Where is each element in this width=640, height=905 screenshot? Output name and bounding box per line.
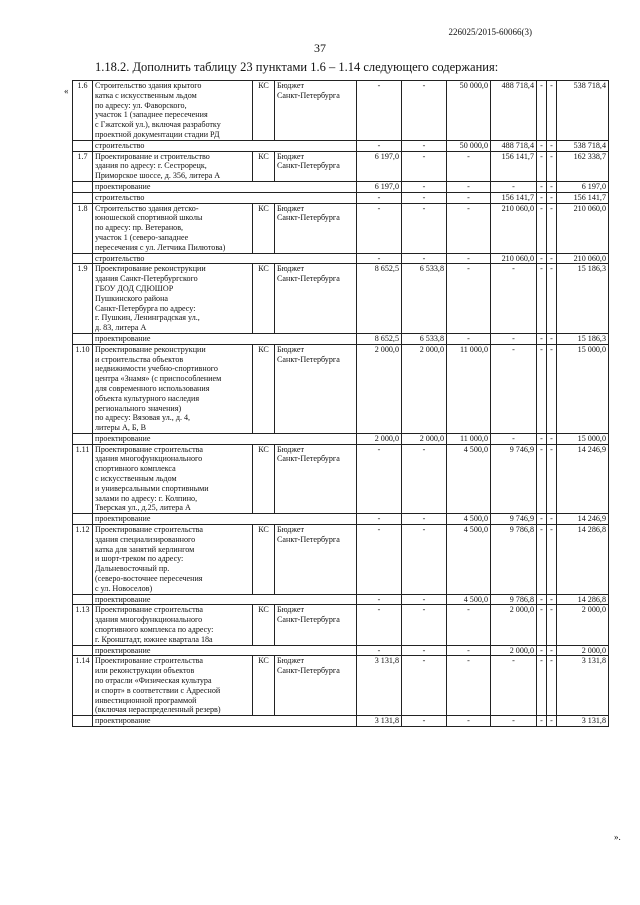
value-cell: 4 500,0 [447,444,491,514]
subrow-value-cell: - [357,514,402,525]
subrow-value-cell: - [402,253,447,264]
funding-source-line: Санкт-Петербурга [277,90,340,100]
description-line: для современного использования [95,383,210,393]
opening-quote-mark: « [64,86,69,96]
subrow-value-cell: 156 141,7 [557,192,609,203]
funding-source-line: Санкт-Петербурга [277,161,340,171]
document-number: 226025/2015-60066(3) [448,27,532,37]
type-cell: КС [253,656,275,716]
subrow-value-cell: - [547,333,557,344]
subrow-value-cell: 156 141,7 [491,192,537,203]
value-cell: 538 718,4 [557,81,609,141]
description-line: или реконструкции объектов [95,666,195,676]
description-line: и строительства объектов [95,354,184,364]
subrow-value-cell: - [447,716,491,727]
description-line: г. Пушкин, Ленинградская ул., [95,313,200,323]
description-line: залами по адресу: г. Колпино, [95,493,198,503]
item-description-cell [93,264,253,334]
funding-source-line: Бюджет [277,151,305,161]
value-cell: - [402,605,447,645]
subrow-label-cell: проектирование [93,181,357,192]
value-cell: 15 186,3 [557,264,609,334]
type-cell: КС [253,605,275,645]
subrow-label-cell: строительство [93,253,357,264]
table-subrow [73,645,609,656]
item-description-cell [93,525,253,595]
subrow-value-cell: - [537,645,547,656]
table-row [73,151,609,181]
value-cell: 162 338,7 [557,151,609,181]
description-line: спортивного комплекса по адресу: [95,625,214,635]
value-cell: - [547,81,557,141]
value-cell: - [537,264,547,334]
table-subrow [73,433,609,444]
description-line: Пушкинского района [95,293,169,303]
subrow-spacer-cell [73,253,93,264]
description-line: с ул. Новоселов) [95,583,153,593]
subrow-value-cell: - [491,181,537,192]
item-number-cell: 1.8 [73,203,93,253]
subrow-value-cell: - [547,645,557,656]
subrow-value-cell: 6 533,8 [402,333,447,344]
description-line: ГБОУ ДОД СДЮШОР [95,283,174,293]
funding-source-line: Санкт-Петербурга [277,534,340,544]
description-line: катка для занятий керлингом [95,544,195,554]
description-line: Проектирование строительства [95,656,203,666]
description-line: пересечения с ул. Летчика Пилютова) [95,242,226,252]
subrow-value-cell: 9 746,9 [491,514,537,525]
funding-source-cell [275,81,357,141]
funding-source-line: Санкт-Петербурга [277,454,340,464]
amendment-table [72,80,609,727]
value-cell: - [537,151,547,181]
value-cell: - [547,151,557,181]
subrow-label-cell: строительство [93,140,357,151]
subrow-value-cell: - [537,192,547,203]
subrow-spacer-cell [73,433,93,444]
funding-source-line: Бюджет [277,525,305,535]
value-cell: - [547,656,557,716]
subrow-value-cell: - [402,716,447,727]
table-subrow [73,192,609,203]
description-line: по адресу: пр. Ветеранов, [95,223,184,233]
subrow-value-cell: 2 000,0 [491,645,537,656]
table-body [73,81,609,727]
type-cell: КС [253,264,275,334]
table-subrow [73,716,609,727]
table-subrow [73,181,609,192]
subrow-value-cell: - [491,433,537,444]
subrow-value-cell: - [537,140,547,151]
funding-source-line: Санкт-Петербурга [277,615,340,625]
description-line: участок 1 (северо-западнее [95,232,189,242]
description-line: г. Кронштадт, южнее квартала 18а [95,634,213,644]
description-line: Проектирование реконструкции [95,344,206,354]
funding-source-line: Бюджет [277,444,305,454]
value-cell: - [547,203,557,253]
value-cell: 2 000,0 [402,344,447,433]
subrow-label-cell: проектирование [93,433,357,444]
item-description-cell [93,344,253,433]
subrow-value-cell: 2 000,0 [357,433,402,444]
item-number-cell: 1.10 [73,344,93,433]
table-subrow [73,253,609,264]
value-cell: 2 000,0 [491,605,537,645]
value-cell: - [447,264,491,334]
funding-source-cell [275,344,357,433]
section-heading: 1.18.2. Дополнить таблицу 23 пунктами 1.6 – 1.14 следующего содержания: [95,60,499,74]
subrow-value-cell: - [547,433,557,444]
description-line: Проектирование строительства [95,525,203,535]
subrow-value-cell: 15 186,3 [557,333,609,344]
funding-source-line: Бюджет [277,605,305,615]
description-line: инвестиционной программой [95,695,197,705]
subrow-value-cell: - [547,181,557,192]
table-row [73,444,609,514]
description-line: катка с искусственным льдом [95,90,197,100]
description-line: и универсальными спортивными [95,483,209,493]
value-cell: 6 533,8 [402,264,447,334]
value-cell: - [447,151,491,181]
value-cell: - [547,525,557,595]
item-description-cell [93,656,253,716]
value-cell: 9 786,8 [491,525,537,595]
value-cell: 15 000,0 [557,344,609,433]
type-cell: КС [253,444,275,514]
description-line: здания многофункционального [95,615,203,625]
value-cell: - [547,344,557,433]
description-line: (северо-восточнее пересечения [95,574,203,584]
subrow-value-cell: - [537,514,547,525]
funding-source-line: Бюджет [277,203,305,213]
subrow-spacer-cell [73,140,93,151]
value-cell: 11 000,0 [447,344,491,433]
subrow-value-cell: - [537,716,547,727]
funding-source-line: Санкт-Петербурга [277,354,340,364]
value-cell: 156 141,7 [491,151,537,181]
value-cell: - [357,605,402,645]
subrow-value-cell: - [357,140,402,151]
subrow-spacer-cell [73,333,93,344]
description-line: Проектирование реконструкции [95,264,206,274]
funding-source-line: Санкт-Петербурга [277,274,340,284]
subrow-value-cell: - [447,253,491,264]
subrow-value-cell: 6 197,0 [557,181,609,192]
description-line: регионального значения) [95,403,182,413]
subrow-value-cell: 488 718,4 [491,140,537,151]
funding-source-line: Бюджет [277,344,305,354]
value-cell: - [402,444,447,514]
item-description-cell [93,444,253,514]
description-line: по отрасли «Физическая культура [95,676,212,686]
subrow-value-cell: 4 500,0 [447,514,491,525]
subrow-value-cell: 210 060,0 [491,253,537,264]
table-subrow [73,594,609,605]
value-cell: - [537,656,547,716]
subrow-label-cell: проектирование [93,333,357,344]
subrow-value-cell: - [547,514,557,525]
value-cell: 14 246,9 [557,444,609,514]
subrow-value-cell: - [402,192,447,203]
value-cell: - [402,151,447,181]
item-number-cell: 1.13 [73,605,93,645]
subrow-value-cell: - [537,253,547,264]
subrow-value-cell: - [357,594,402,605]
subrow-value-cell: 9 786,8 [491,594,537,605]
funding-source-line: Санкт-Петербурга [277,666,340,676]
subrow-value-cell: - [447,645,491,656]
description-line: здания по адресу: г. Сестрорецк, [95,161,207,171]
table-row [73,605,609,645]
subrow-value-cell: - [537,594,547,605]
description-line: здания специализированного [95,534,196,544]
description-line: здания Санкт-Петербургского [95,274,198,284]
subrow-value-cell: 14 246,9 [557,514,609,525]
type-cell: КС [253,203,275,253]
item-number-cell: 1.9 [73,264,93,334]
value-cell: - [357,444,402,514]
subrow-value-cell: 2 000,0 [557,645,609,656]
value-cell: 2 000,0 [357,344,402,433]
funding-source-cell [275,656,357,716]
subrow-value-cell: - [537,181,547,192]
subrow-value-cell: - [547,253,557,264]
value-cell: - [547,444,557,514]
subrow-value-cell: - [547,594,557,605]
subrow-value-cell: - [357,645,402,656]
description-line: недвижимости учебно-спортивного [95,364,218,374]
table-row [73,525,609,595]
description-line: Тверская ул., д.25, литера А [95,503,191,513]
table-row [73,81,609,141]
item-number-cell: 1.7 [73,151,93,181]
subrow-value-cell: - [402,181,447,192]
page-number: 37 [314,41,326,55]
subrow-value-cell: - [402,594,447,605]
description-line: здания многофункционального [95,454,203,464]
subrow-value-cell: - [402,645,447,656]
value-cell: - [537,605,547,645]
subrow-spacer-cell [73,645,93,656]
description-line: Проектирование строительства [95,605,203,615]
value-cell: 210 060,0 [491,203,537,253]
subrow-value-cell: 6 197,0 [357,181,402,192]
value-cell: - [447,605,491,645]
subrow-value-cell: - [491,333,537,344]
description-line: и шорт-треком по адресу: [95,554,184,564]
description-line: центра «Знамя» (с приспособлением [95,374,222,384]
subrow-spacer-cell [73,716,93,727]
value-cell: - [537,203,547,253]
description-line: Проектирование и строительство [95,151,210,161]
item-description-cell [93,203,253,253]
value-cell: - [402,81,447,141]
subrow-value-cell: 8 652,5 [357,333,402,344]
description-line: по адресу: Вязовая ул., д. 4, [95,413,191,423]
value-cell: - [357,525,402,595]
funding-source-cell [275,203,357,253]
subrow-value-cell: 3 131,8 [357,716,402,727]
subrow-value-cell: 50 000,0 [447,140,491,151]
value-cell: - [537,525,547,595]
value-cell: 4 500,0 [447,525,491,595]
subrow-value-cell: - [547,192,557,203]
description-line: проектной документации стадии РД [95,129,220,139]
subrow-value-cell: 3 131,8 [557,716,609,727]
value-cell: 2 000,0 [557,605,609,645]
item-number-cell: 1.14 [73,656,93,716]
subrow-value-cell: 14 286,8 [557,594,609,605]
subrow-value-cell: 2 000,0 [402,433,447,444]
subrow-value-cell: - [547,716,557,727]
subrow-value-cell: - [447,181,491,192]
description-line: Строительство здания крытого [95,81,202,90]
description-line: литеры А, Б, В [95,423,146,433]
funding-source-cell [275,444,357,514]
value-cell: - [402,203,447,253]
description-line: объекта культурного наследия [95,393,200,403]
description-line: Проектирование строительства [95,444,203,454]
subrow-value-cell: - [537,333,547,344]
subrow-value-cell: 11 000,0 [447,433,491,444]
value-cell: - [357,203,402,253]
value-cell: - [447,656,491,716]
subrow-label-cell: проектирование [93,514,357,525]
value-cell: 3 131,8 [357,656,402,716]
table-row [73,264,609,334]
funding-source-cell [275,525,357,595]
item-description-cell [93,151,253,181]
description-line: участок 1 (западнее пересечения [95,110,208,120]
subrow-label-cell: проектирование [93,594,357,605]
value-cell: 50 000,0 [447,81,491,141]
subrow-spacer-cell [73,192,93,203]
value-cell: - [537,81,547,141]
table-subrow [73,514,609,525]
subrow-value-cell: 15 000,0 [557,433,609,444]
type-cell: КС [253,81,275,141]
subrow-value-cell: - [357,253,402,264]
value-cell: - [447,203,491,253]
subrow-spacer-cell [73,514,93,525]
value-cell: - [537,444,547,514]
subrow-label-cell: проектирование [93,645,357,656]
subrow-value-cell: - [547,140,557,151]
description-line: (включая нераспределенный резерв) [95,705,221,715]
description-line: спортивного комплекса [95,464,176,474]
value-cell: - [491,656,537,716]
type-cell: КС [253,525,275,595]
description-line: с искусственным льдом [95,474,177,484]
table-subrow [73,140,609,151]
value-cell: 14 286,8 [557,525,609,595]
description-line: Приморское шоссе, д. 356, литера А [95,171,221,181]
description-line: по адресу: ул. Фаворского, [95,100,187,110]
description-line: д. 83, литера А [95,323,147,333]
table-row [73,656,609,716]
item-number-cell: 1.12 [73,525,93,595]
funding-source-line: Бюджет [277,81,305,90]
description-line: юношеской спортивной школы [95,213,203,223]
item-number-cell: 1.11 [73,444,93,514]
value-cell: - [402,525,447,595]
funding-source-line: Бюджет [277,656,305,666]
subrow-spacer-cell [73,181,93,192]
funding-source-line: Бюджет [277,264,305,274]
table-subrow [73,333,609,344]
table-row [73,344,609,433]
description-line: Дальневосточный пр. [95,564,170,574]
value-cell: - [547,264,557,334]
value-cell: 3 131,8 [557,656,609,716]
subrow-value-cell: 538 718,4 [557,140,609,151]
value-cell: 8 652,5 [357,264,402,334]
funding-source-line: Санкт-Петербурга [277,213,340,223]
subrow-value-cell: 210 060,0 [557,253,609,264]
subrow-value-cell: - [402,514,447,525]
subrow-value-cell: 4 500,0 [447,594,491,605]
subrow-value-cell: - [402,140,447,151]
description-line: Строительство здания детско- [95,203,199,213]
item-description-cell [93,605,253,645]
description-line: и спорт» в соответствии с Адресной [95,685,221,695]
closing-quote-mark: ». [614,832,621,842]
table-row [73,203,609,253]
value-cell: 6 197,0 [357,151,402,181]
value-cell: 488 718,4 [491,81,537,141]
type-cell: КС [253,344,275,433]
subrow-spacer-cell [73,594,93,605]
value-cell: - [547,605,557,645]
subrow-value-cell: - [447,333,491,344]
description-line: с Гжатской ул.), включая разработку [95,120,221,130]
subrow-value-cell: - [447,192,491,203]
subrow-value-cell: - [357,192,402,203]
item-number-cell: 1.6 [73,81,93,141]
subrow-value-cell: - [491,716,537,727]
value-cell: 210 060,0 [557,203,609,253]
value-cell: 9 746,9 [491,444,537,514]
value-cell: - [537,344,547,433]
value-cell: - [402,656,447,716]
funding-source-cell [275,605,357,645]
funding-source-cell [275,264,357,334]
item-description-cell [93,81,253,141]
funding-source-cell [275,151,357,181]
subrow-label-cell: проектирование [93,716,357,727]
subrow-value-cell: - [537,433,547,444]
type-cell: КС [253,151,275,181]
value-cell: - [491,264,537,334]
description-line: Санкт-Петербурга по адресу: [95,303,196,313]
value-cell: - [357,81,402,141]
subrow-label-cell: строительство [93,192,357,203]
value-cell: - [491,344,537,433]
